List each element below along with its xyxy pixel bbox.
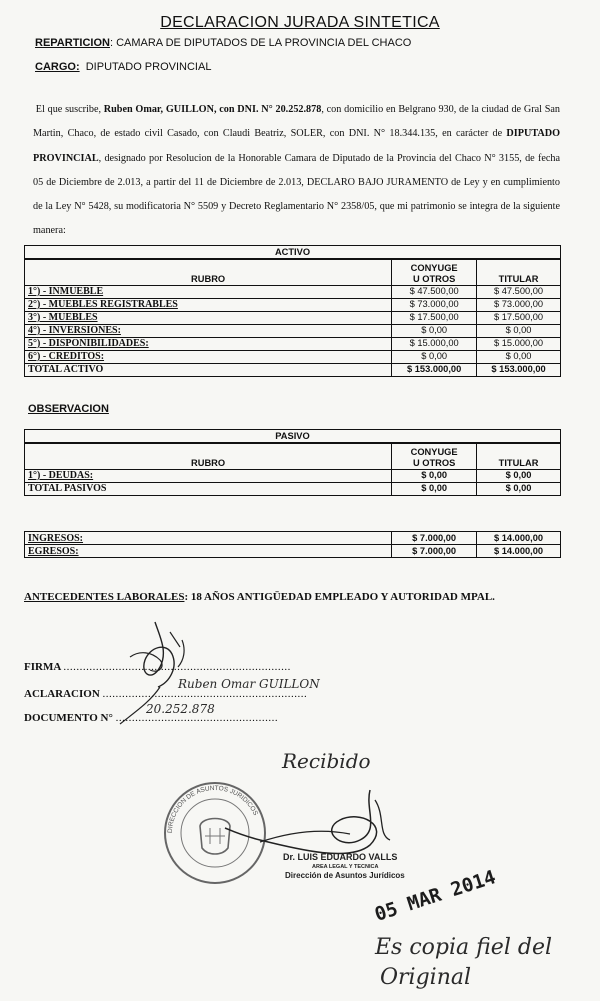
activo-heading: ACTIVO [25,246,561,260]
row-label: 1°) - INMUEBLE [25,285,392,298]
row-label: 1°) - DEUDAS: [25,469,392,482]
table-row [25,469,561,482]
activo-col-titular: TITULAR [477,259,561,285]
seal-text: DIRECCION DE ASUNTOS JURIDICOS [166,784,259,834]
firma-dots: ...................................................................... [63,661,291,673]
aclaracion-dots: ............................................................... [102,688,308,700]
total-row [25,482,561,495]
pasivo-col-conyuge-line2: U OTROS [412,457,456,468]
ingresos-egresos-table [24,531,561,558]
declaration-paragraph [33,98,560,244]
activo-col-rubro: RUBRO [25,259,392,285]
paragraph-text-2: , con domicilio en Belgrano 930, de la ciudad de Gral San Martin, Chaco, de estado civil Casado, con Claudi Beatriz, SOLER, con DNI. N° 18.344.135, en carácter de [33,104,560,140]
activo-col-conyuge-line1: CONYUGE [410,262,458,273]
table-row [25,350,561,363]
reparticion-label: REPARTICION [35,37,110,49]
antecedentes-label: ANTECEDENTES LABORALES [24,591,185,603]
aclaracion-label: ACLARACION [24,688,100,700]
egresos-conyuge: $ 7.000,00 [392,545,477,558]
egresos-label: EGRESOS: [25,545,392,558]
stamp-area: AREA LEGAL Y TECNICA [312,864,379,870]
total-label: TOTAL PASIVOS [25,482,392,495]
pasivo-col-conyuge [392,443,477,469]
certified-copy-annotation-line2: Original [380,965,472,990]
activo-table [24,245,561,377]
total-titular: $ 153.000,00 [477,363,561,376]
row-label: 5°) - DISPONIBILIDADES: [25,337,392,350]
cargo-line [35,61,211,73]
row-label: 4°) - INVERSIONES: [25,324,392,337]
row-label: 2°) - MUEBLES REGISTRABLES [25,298,392,311]
table-row [25,285,561,298]
total-titular: $ 0,00 [477,482,561,495]
ingresos-row [25,532,561,545]
row-conyuge: $ 15.000,00 [392,337,477,350]
ingresos-titular: $ 14.000,00 [477,532,561,545]
paragraph-text-3: , designado por Resolucion de la Honorable Camara de Diputado de la Provincia del Chaco N° 3155, de fecha 05 de Diciembre de 2.013, a partir del 11 de Diciembre de 2.013, DECLARO BAJO JURAMENTO de Ley y en cumplimiento de la Ley N° 5428, su modificatoria N° 5509 y Decreto Reglamentario N° 2358/05, que mi patrimonio se integra de la siguiente manera: [33,152,560,237]
row-titular: $ 47.500,00 [477,285,561,298]
ingresos-label: INGRESOS: [25,532,392,545]
row-conyuge: $ 47.500,00 [392,285,477,298]
activo-col-conyuge [392,259,477,285]
documento-label: DOCUMENTO N° [24,712,113,724]
stamp-name: Dr. LUIS EDUARDO VALLS [283,852,398,862]
documento-handwritten: 20.252.878 [146,702,215,716]
total-conyuge: $ 0,00 [392,482,477,495]
row-titular: $ 73.000,00 [477,298,561,311]
row-titular: $ 17.500,00 [477,311,561,324]
pasivo-col-titular: TITULAR [477,443,561,469]
pasivo-table [24,429,561,496]
total-label: TOTAL ACTIVO [25,363,392,376]
cargo-value: DIPUTADO PROVINCIAL [85,61,212,73]
egresos-titular: $ 14.000,00 [477,545,561,558]
antecedentes-line [24,591,495,603]
firma-label: FIRMA [24,661,61,673]
row-conyuge: $ 0,00 [392,350,477,363]
row-label: 6°) - CREDITOS: [25,350,392,363]
reparticion-value: : CAMARA DE DIPUTADOS DE LA PROVINCIA DEL CHACO [109,37,412,49]
table-row [25,337,561,350]
declarant-name: Ruben Omar, GUILLON, con DNI. N° 20.252.878 [103,104,322,115]
row-conyuge: $ 73.000,00 [392,298,477,311]
observacion-label: OBSERVACION [28,403,109,415]
reparticion-line [35,37,411,49]
received-annotation: Recibido [282,749,371,773]
document-title: DECLARACION JURADA SINTETICA [160,14,440,31]
paragraph-text-1: El que suscribe, [35,104,104,115]
pasivo-col-rubro: RUBRO [25,443,392,469]
aclaracion-handwritten: Ruben Omar GUILLON [178,677,320,691]
row-conyuge: $ 0,00 [392,324,477,337]
antecedentes-value: : 18 AÑOS ANTIGÜEDAD EMPLEADO Y AUTORIDAD MPAL. [184,591,495,603]
row-label: 3°) - MUEBLES [25,311,392,324]
pasivo-heading: PASIVO [25,430,561,444]
row-conyuge: $ 0,00 [392,469,477,482]
stamp-office: Dirección de Asuntos Jurídicos [285,871,405,880]
row-titular: $ 0,00 [477,350,561,363]
table-row [25,311,561,324]
certified-copy-annotation-line1: Es copia fiel del [375,935,552,960]
cargo-label: CARGO: [35,61,80,73]
documento-dots: .................................................. [115,712,279,724]
declarant-role: DIPUTADO PROVINCIAL [33,128,560,164]
row-titular: $ 15.000,00 [477,337,561,350]
activo-col-conyuge-line2: U OTROS [412,273,456,284]
row-titular: $ 0,00 [477,469,561,482]
total-row [25,363,561,376]
row-titular: $ 0,00 [477,324,561,337]
stamp-date: 05 MAR 2014 [372,866,499,926]
table-row [25,324,561,337]
table-row [25,298,561,311]
ingresos-conyuge: $ 7.000,00 [392,532,477,545]
row-conyuge: $ 17.500,00 [392,311,477,324]
egresos-row [25,545,561,558]
total-conyuge: $ 153.000,00 [392,363,477,376]
pasivo-col-conyuge-line1: CONYUGE [410,446,458,457]
firma-line [24,661,291,673]
